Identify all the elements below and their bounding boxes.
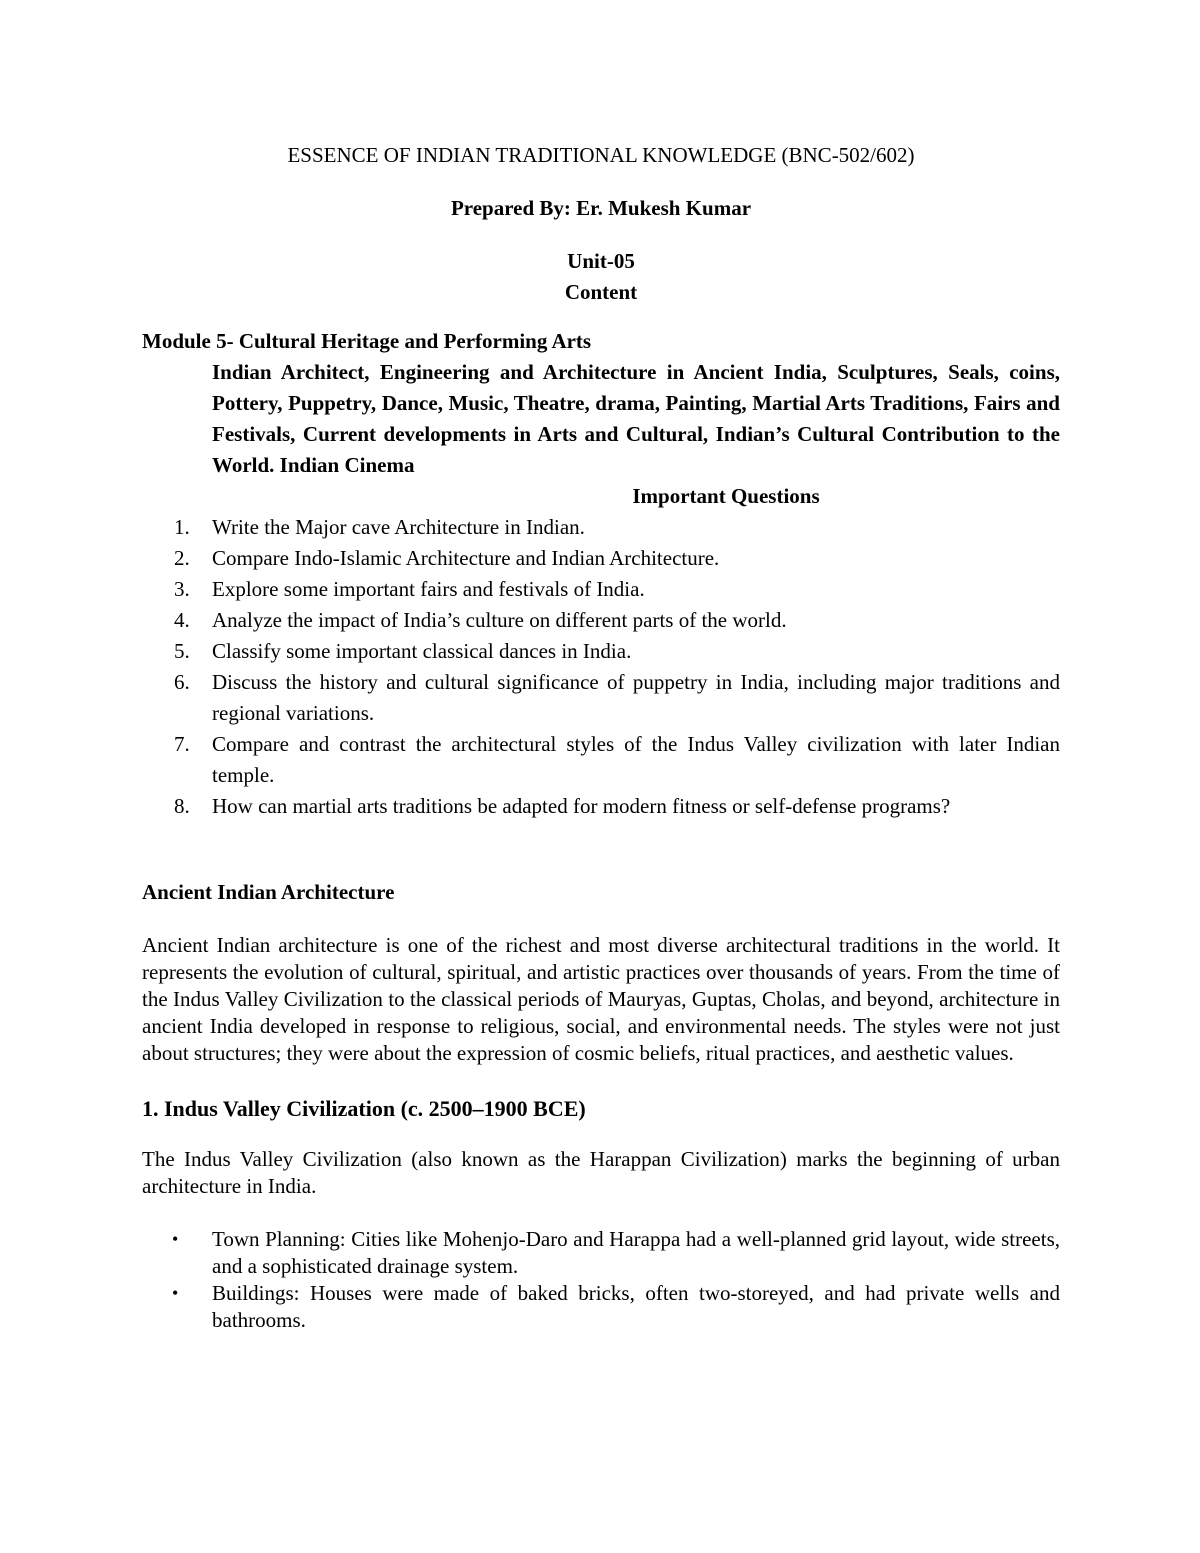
list-item [142, 791, 1060, 822]
prepared-by: Prepared By: Er. Mukesh Kumar [450, 196, 752, 220]
list-item [142, 543, 1060, 574]
question-text: Explore some important fairs and festivals of India. [212, 577, 645, 601]
list-item [142, 729, 1060, 791]
question-text: How can martial arts traditions be adapted for modern fitness or self-defense programs? [212, 794, 951, 818]
content-label: Content [564, 280, 638, 304]
question-text: Analyze the impact of India’s culture on different parts of the world. [212, 608, 787, 632]
bullet-icon: • [172, 1229, 179, 1249]
list-item [142, 636, 1060, 667]
question-text: Compare and contrast the architectural styles of the Indus Valley civilization with later Indian temple. [212, 732, 1060, 787]
list-number: 2. [174, 546, 190, 570]
bullet-list [142, 1226, 1060, 1334]
list-number: 5. [174, 639, 190, 663]
list-number: 4. [174, 608, 190, 632]
list-item [142, 1226, 1060, 1280]
module-title: Module 5- Cultural Heritage and Performing Arts [142, 329, 592, 353]
bullet-text: Town Planning: Cities like Mohenjo-Daro and Harappa had a well-planned grid layout, wide streets, and a sophisticated drainage system. [212, 1227, 1060, 1278]
questions-list [142, 512, 1060, 822]
question-text: Write the Major cave Architecture in Indian. [212, 515, 585, 539]
question-text: Discuss the history and cultural significance of puppetry in India, including major traditions and regional variations. [212, 670, 1060, 725]
list-item [142, 574, 1060, 605]
important-questions-title: Important Questions [632, 484, 820, 508]
list-number: 7. [174, 732, 190, 756]
list-item [142, 667, 1060, 729]
unit-label: Unit-05 [567, 249, 635, 273]
question-text: Compare Indo-Islamic Architecture and Indian Architecture. [212, 546, 720, 570]
list-number: 1. [174, 515, 190, 539]
module-description: Indian Architect, Engineering and Architecture in Ancient India, Sculptures, Seals, coins, Pottery, Puppetry, Dance, Music, Theatre, drama, Painting, Martial Arts Traditions, Fairs and Festivals, Current developments in Arts and Cultural, Indian’s Cultural Contribution to the World. Indian Cinema [212, 360, 1060, 477]
list-number: 6. [174, 670, 190, 694]
list-number: 8. [174, 794, 190, 818]
subsection-heading: 1. Indus Valley Civilization (c. 2500–1900 BCE) [142, 1096, 586, 1121]
subsection-intro-paragraph: The Indus Valley Civilization (also known as the Harappan Civilization) marks the beginning of urban architecture in India. [142, 1147, 1060, 1198]
list-item [142, 512, 1060, 543]
question-text: Classify some important classical dances in India. [212, 639, 632, 663]
list-item [142, 605, 1060, 636]
section-heading: Ancient Indian Architecture [142, 880, 395, 904]
document-page [142, 140, 1060, 1334]
document-title: ESSENCE OF INDIAN TRADITIONAL KNOWLEDGE (BNC-502/602) [287, 143, 915, 167]
list-item [142, 1280, 1060, 1334]
section-intro-paragraph: Ancient Indian architecture is one of the richest and most diverse architectural traditions in the world. It represents the evolution of cultural, spiritual, and artistic practices over thousands of years. From the time of the Indus Valley Civilization to the classical periods of Mauryas, Guptas, Cholas, and beyond, architecture in ancient India developed in response to religious, social, and environmental needs. The styles were not just about structures; they were about the expression of cosmic beliefs, ritual practices, and aesthetic values. [142, 933, 1060, 1065]
list-number: 3. [174, 577, 190, 601]
bullet-text: Buildings: Houses were made of baked bricks, often two-storeyed, and had private wells and bathrooms. [212, 1281, 1060, 1332]
bullet-icon: • [172, 1283, 179, 1303]
